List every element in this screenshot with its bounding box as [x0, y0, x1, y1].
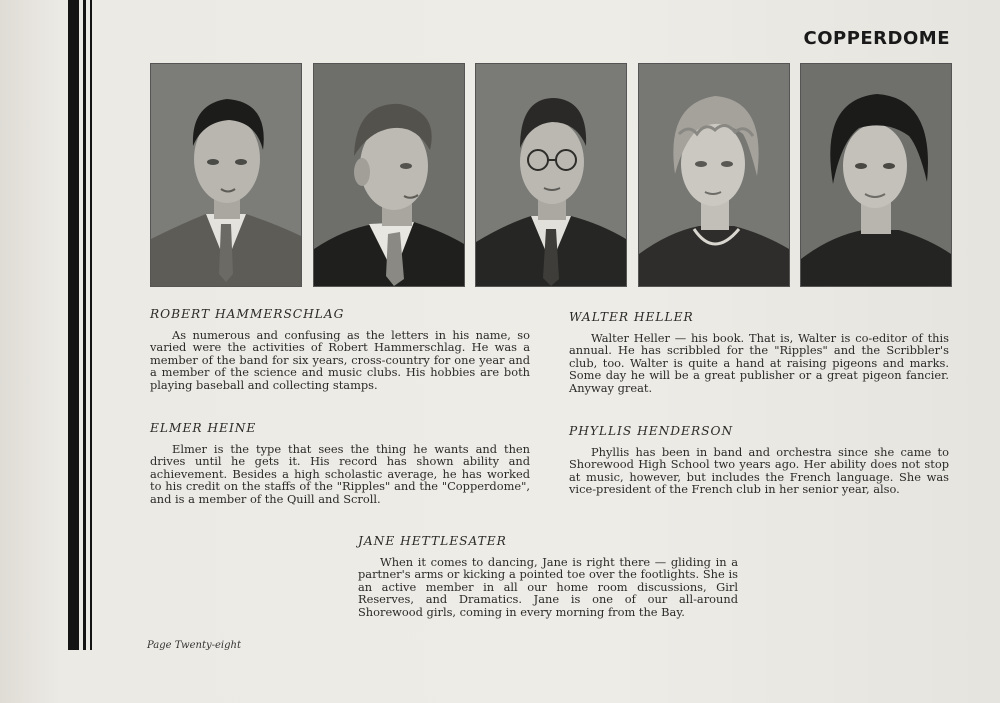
portrait-photo-icon: [151, 64, 301, 286]
bio-text: When it comes to dancing, Jane is right there — gliding in a partner's arms or kicking a pointed toe over the footlights. She is an active member in all our home room discussions, Girl Reserves, and Dramatics. Jane is one of our all-around Shorewood girls, coming in every morning from the Bay.: [358, 554, 738, 619]
portrait-photo-icon: [639, 64, 789, 286]
portrait-photo-icon: [801, 64, 951, 286]
portrait-jane-hettlesater: [800, 63, 952, 287]
portrait-robert-hammerschlag: [150, 63, 302, 287]
bio-name: ROBERT HAMMERSCHLAG: [150, 307, 345, 321]
yearbook-title: COPPERDOME: [803, 28, 950, 49]
bio-name: ELMER HEINE: [150, 421, 257, 435]
portrait-elmer-heine: [313, 63, 465, 287]
left-border-rule-thinnest: [90, 0, 92, 650]
bio-elmer-heine: [150, 422, 530, 506]
portrait-photo-icon: [476, 64, 626, 286]
portrait-photo-icon: [314, 64, 464, 286]
bio-text: Phyllis has been in band and orchestra since she came to Shorewood High School two years ago. Her ability does not stop at music, however, but includes the French language. She was vice-president of the French club in her senior year, also.: [569, 444, 949, 497]
bio-walter-heller: [569, 311, 949, 395]
bio-phyllis-henderson: [569, 425, 949, 496]
left-border-rule-thin: [83, 0, 86, 650]
bio-text: Elmer is the type that sees the thing he wants and then drives until he gets it. His record has shown ability and achievement. Besides a high scholastic average, he has worked to his credit on the staffs of the "Ripples" and the "Copperdome", and is a member of the Quill and Scroll.: [150, 441, 530, 506]
bio-name: JANE HETTLESATER: [358, 534, 507, 548]
bio-text: Walter Heller — his book. That is, Walter is co-editor of this annual. He has scribbled for the "Ripples" and the Scribbler's club, too. Walter is quite a hand at raising pigeons and marks. Some day he will be a great publisher or a great pigeon fancier. Anyway great.: [569, 330, 949, 395]
page-number: Page Twenty-eight: [147, 640, 241, 651]
portrait-walter-heller: [475, 63, 627, 287]
bio-text: As numerous and confusing as the letters in his name, so varied were the activities of Robert Hammerschlag. He was a member of the band for six years, cross-country for one year and a member of the science and music clubs. His hobbies are both playing baseball and collecting stamps.: [150, 327, 530, 392]
left-border-rule: [68, 0, 79, 650]
portrait-phyllis-henderson: [638, 63, 790, 287]
bio-name: PHYLLIS HENDERSON: [569, 424, 734, 438]
bio-jane-hettlesater: [358, 535, 738, 619]
bio-robert-hammerschlag: [150, 308, 530, 392]
bio-name: WALTER HELLER: [569, 310, 694, 324]
